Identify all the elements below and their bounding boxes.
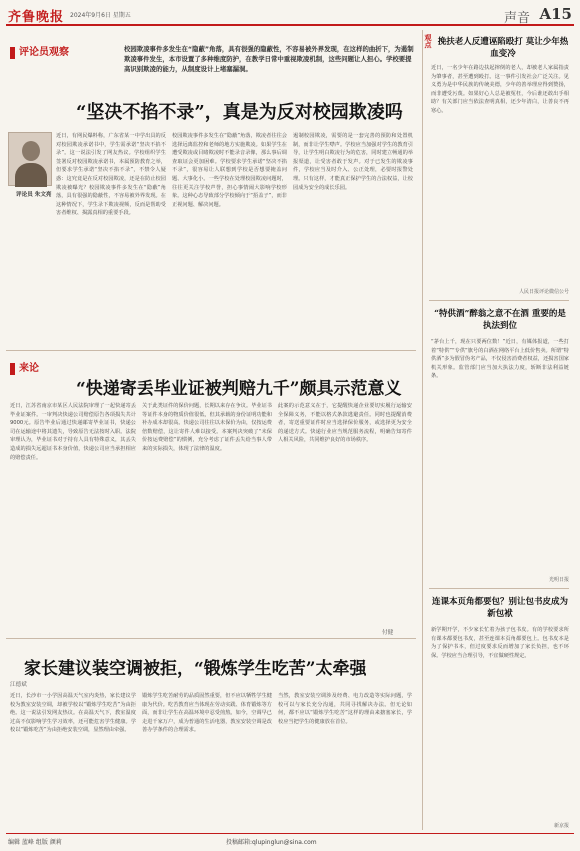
newspaper-page — [6, 4, 574, 847]
article1-col1: 近日，有网民爆料称，广东省某一中学出具的反对校园欺凌承诺书中，学生需承诺“坚决不掐不录”。这一说法引发了网友热议。学校组织学生签署反对校园欺凌承诺书，本属预防教育之举，但要求学生承诺“坚决不掐不录”，不禁令人疑惑：这究竟是在反对校园欺凌，还是在防止校园欺凌被曝光？校园欺凌事件多发生在“隐蔽”角落，具有很强的隐蔽性，不容易被外界发现。在这种情况下，学生录下欺凌视频，反而是帮助受害者维权、揭露真相的重要手段。 — [56, 133, 166, 217]
article2-col1: 近日，江苏省南京市某区人民法院审理了一起快递寄丢毕业证案件。一审判决快递公司赔偿原告各项损失共计9000元。原告毕业后通过快递邮寄毕业证书，快递公司在运输途中将其遗失，导致原告无法按时入职。法院审理认为，毕业证书对于持有人具有特殊意义，其丢失造成的损失远超证书本身价值，快递公司应当承担相应的赔偿责任。 — [10, 403, 136, 461]
item2-source: 光明日报 — [548, 577, 569, 583]
page-number: A15 — [539, 5, 572, 23]
article1-author: 评论员 朱文亮 — [16, 192, 52, 198]
article3-col1: 近日，长沙市一小学因高温天气室内炎热，家长建议学校为教室安装空调，却被学校以“锻炼学生吃苦”为由拒绝。这一说法引发网友热议。在高温天气下，教室温度过高不仅影响学生学习效率，还可能危害学生健康。学校以“锻炼吃苦”为由拒绝安装空调，显然理由牵强。 — [10, 693, 136, 734]
item2-text: “茅台上千，现在只要两位数！”近日，有媒体报道，一些打着“特供”“专供”旗号的白酒在网络平台上低价售卖。所谓“特供酒”多为假冒伪劣产品，不仅侵害消费者权益，还损害国家机关形象。监管部门应当加大执法力度，斩断非法利益链条。 — [431, 339, 569, 380]
editors-credit: 编辑 蓝峰 组版 颜莉 — [8, 839, 62, 846]
opinion-column — [422, 30, 574, 830]
article2-col3: 此案的示范意义在于，它提醒快递企业要切实履行运输安全保障义务，不能以格式条款逃避责任。同时也提醒消费者，寄送重要证件时应当选择保价服务，或选择更为安全的递送方式。快递行业应当规范服务流程，明确告知寄件人相关风险，共同维护良好的市场秩序。 — [278, 403, 412, 444]
article1-title: “坚决不掐不录”，真是为反对校园欺凌吗 — [76, 102, 403, 123]
item3-source: 新京报 — [553, 823, 569, 829]
item2-title: “特供酒”醉翁之意不在酒 重要的是执法到位 — [434, 309, 566, 331]
article3-author: 江德斌 — [10, 682, 27, 688]
divider — [6, 638, 416, 639]
article3-col2: 锻炼学生吃苦耐劳的品质固然重要，但不应以牺牲学生健康为代价。吃苦教育应当体现在劳动实践、体育锻炼等方面，而非让学生在高温环境中忍受煎熬。如今，空调早已走进千家万户，成为普通的生活电器，教室安装空调是改善办学条件的合理需求。 — [142, 693, 272, 734]
article3-title: 家长建议装空调被拒，“锻炼学生吃苦”太牵强 — [24, 659, 367, 679]
main-column — [6, 30, 416, 830]
masthead — [6, 4, 574, 26]
item3-title: 连课本页角都要包？别让包书皮成为新包袱 — [431, 597, 568, 619]
item3-text: 新学期开学，不少家长忙着为孩子包书皮。有的学校要求所有课本都要包书皮，甚至连课本页角都要包上。包书皮本是为了保护书本，但过度要求反而增加了家长负担，也不环保。学校应当合理引导，不宜做硬性规定。 — [431, 627, 569, 659]
article1-tag: 评论员观察 — [10, 40, 69, 59]
issue-date: 2024年9月6日 星期五 — [70, 12, 131, 19]
article1-col3: 遏制校园欺凌，需要的是一套完善的预防和处置机制，而非让学生噤声。学校应当加强对学生的教育引导，让学生明白欺凌行为的危害，同时建立畅通的举报渠道，让受害者敢于发声。对于已发生的欺凌事件，学校应当及时介入、公正处理，必要时报警处理。只有这样，才能真正保护学生的合法权益，让校园成为安全的成长乐园。 — [293, 133, 413, 191]
divider — [429, 300, 569, 301]
article2-title: “快递寄丢毕业证被判赔九千”颇具示范意义 — [76, 379, 402, 399]
section-name: 声音 — [503, 11, 530, 26]
page-footer — [6, 833, 574, 847]
article1-col2: 校园欺凌事件多发生在“隐蔽”角落，欺凌者往往会选择远离监控和老师的地方实施欺凌。如果学生在遭受欺凌或目睹欺凌时不能录音录像，那么事后调查取证会更加困难。学校要求学生承诺“坚决不掐不录”，很容易让人联想到学校是否想要掩盖问题、大事化小。一些学校在处理校园欺凌问题时，往往更关注学校声誉，担心事情闹大影响学校形象。这种心态导致部分学校倾向于“捂盖子”，而非正视问题、解决问题。 — [172, 133, 287, 208]
article2-tag: 来论 — [10, 356, 39, 375]
item1-title: 挽扶老人反遭诬陷殴打 莫让少年热血变冷 — [437, 37, 569, 59]
divider — [429, 588, 569, 589]
article3-col3: 当然，教室安装空调涉及经费、电力改造等实际问题，学校可以与家长充分沟通，共同寻找解决办法。但无论如何，都不应以“锻炼学生吃苦”这样的理由来搪塞家长，学校应当把学生的健康放在首位。 — [278, 693, 412, 725]
article2-author: 付健 — [382, 630, 394, 636]
item1-text: 近日，一名少年在路边扶起摔倒的老人，却被老人家属指责为肇事者，甚至遭到殴打。这一事件引发社会广泛关注。见义勇为是中华民族的传统美德，少年的善举理应得到赞扬，而非遭受污蔑。如果好心人总是被冤枉，今后谁还敢出手相助？有关部门应当依法查明真相，还少年清白，让善良不再寒心。 — [431, 65, 569, 114]
divider — [6, 350, 416, 351]
article2-col2: 关于此类证件的保价问题，长期以来存在争议。毕业证书等证件本身的物质价值很低，但其承载的身份证明功能和补办成本却很高。快递公司往往以未保价为由，仅按运费倍数赔偿，这让寄件人难以接受。本案判决突破了“未保价按运费赔偿”的惯例，充分考虑了证件丢失给当事人带来的实际损失，体现了法律的温度。 — [142, 403, 272, 452]
newspaper-logo: 齐鲁晚报 — [8, 10, 65, 25]
item1-source: 人民日报评论微信公号 — [518, 289, 569, 295]
column-label: 观点 — [424, 34, 432, 48]
article1-intro: 校园欺凌事件多发生在“隐蔽”角落，具有很强的隐蔽性，不容易被外界发现，在这样的曲折下，为遏制欺凌事件发生，本市设置了多种维度防护，在教学日常中重视欺凌机制，这些问题让人担心。学校要提高识别欺凌的能力，从制度设计上堵塞漏洞。 — [124, 45, 414, 73]
submission-email: 投稿邮箱:qlupinglun@sina.com — [226, 839, 317, 846]
author-photo — [8, 132, 52, 186]
